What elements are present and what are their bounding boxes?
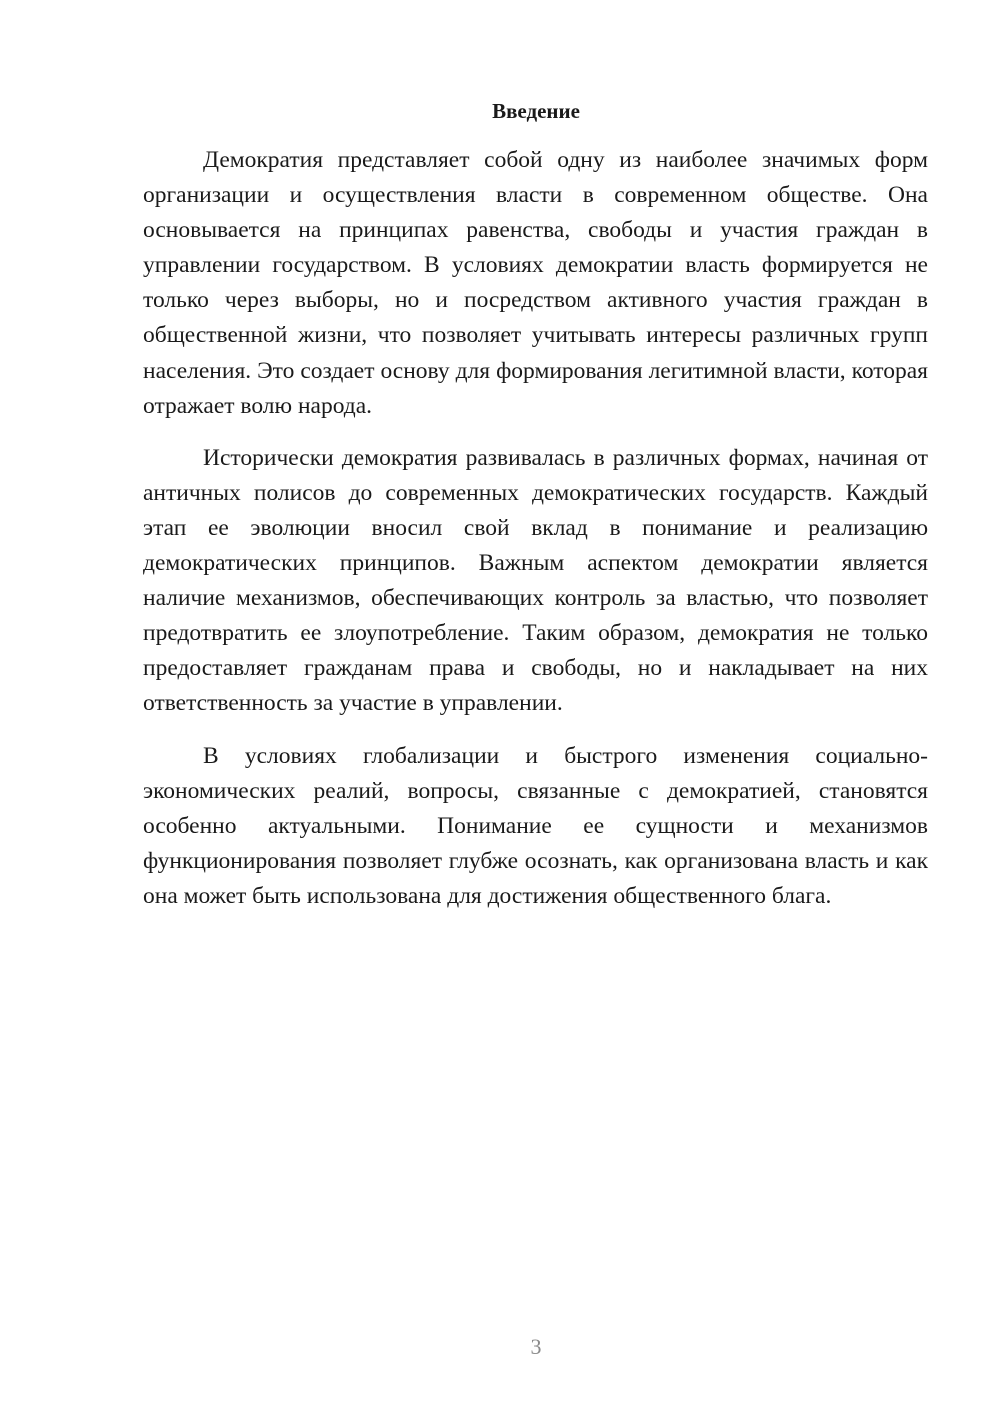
paragraph-1: Демократия представляет собой одну из наиболее значимых форм организации и осуществления власти в современном обществе. Она основывается на принципах равенства, свободы и участия граждан в управлении государством. В условиях демократии власть формируется не только через выборы, но и посредством активного участия граждан в общественной жизни, что позволяет учитывать интересы различных групп населения. Это создает основу для формирования легитимной власти, которая отражает волю народа. — [143, 147, 928, 419]
paragraph-3: В условиях глобализации и быстрого изменения социально-экономических реалий, вопросы, связанные с демократией, становятся особенно актуальными. Понимание ее сущности и механизмов функционирования позволяет глубже осознать, как организована власть и как она может быть использована для достижения общественного блага. — [143, 742, 928, 909]
body-text — [143, 143, 928, 931]
page-number: 3 — [530, 1334, 542, 1359]
section-title: Введение — [492, 99, 580, 123]
paragraph-2: Исторически демократия развивалась в различных формах, начиная от античных полисов до современных демократических государств. Каждый этап ее эволюции вносил свой вклад в понимание и реализацию демократических принципов. Важным аспектом демократии является наличие механизмов, обеспечивающих контроль за властью, что позволяет предотвратить ее злоупотребление. Таким образом, демократия не только предоставляет гражданам права и свободы, но и накладывает на них ответственность за участие в управлении. — [143, 444, 928, 717]
